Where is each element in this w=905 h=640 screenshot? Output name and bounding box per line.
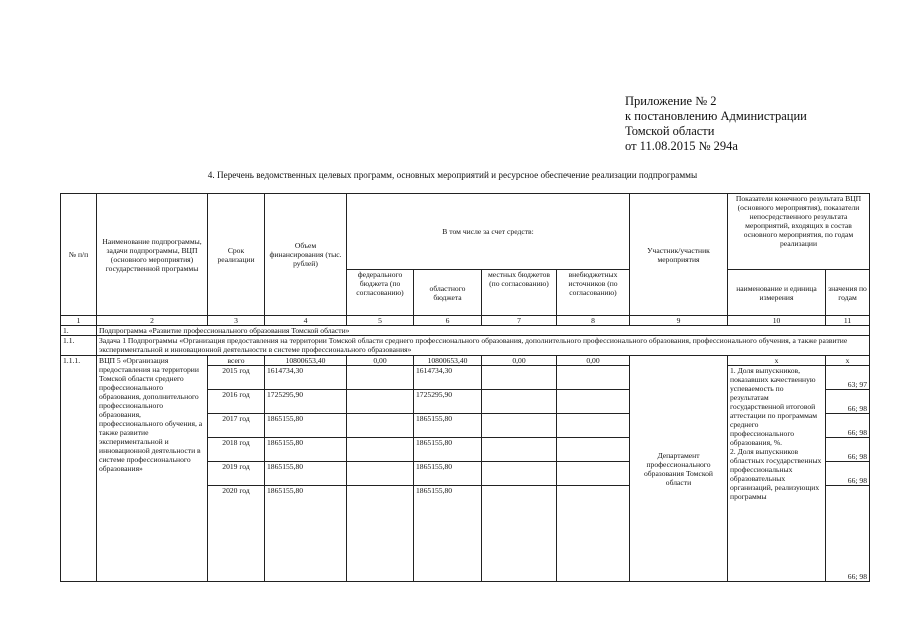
finance-regional: 1865155,80 [414, 438, 482, 462]
vcp-num: 1.1.1. [61, 356, 97, 582]
document-title: 4. Перечень ведомственных целевых программ, основных мероприятий и ресурсное обеспечение реализации подпрограммы [207, 170, 698, 180]
finance-local [482, 438, 557, 462]
finance-federal [347, 390, 414, 414]
finance-term: 2018 год [208, 438, 265, 462]
finance-volume: 1614734,30 [265, 366, 347, 390]
finance-extra [557, 462, 630, 486]
finance-volume: 10800653,40 [265, 356, 347, 366]
finance-regional: 1614734,30 [414, 366, 482, 390]
finance-extra: 0,00 [557, 356, 630, 366]
finance-term: 2016 год [208, 390, 265, 414]
finance-volume: 1865155,80 [265, 462, 347, 486]
header-line-3: Томской области [625, 124, 715, 138]
finance-regional: 10800653,40 [414, 356, 482, 366]
col-number: 8 [557, 316, 630, 326]
col-header-federal: федерального бюджета (по согласованию) [347, 270, 414, 316]
header-line-2: к постановлению Администрации [625, 109, 807, 123]
finance-extra [557, 414, 630, 438]
finance-federal [347, 462, 414, 486]
finance-local [482, 486, 557, 582]
col-header-indicators: Показатели конечного результата ВЦП (основного мероприятия), показатели непосредственного результата мероприятий, входящих в состав основного мероприятия, по годам реализации [728, 194, 870, 270]
col-number: 6 [414, 316, 482, 326]
indicator-value: 66; 98 [826, 462, 870, 486]
col-number: 10 [728, 316, 826, 326]
finance-extra [557, 366, 630, 390]
col-header-name: Наименование подпрограммы, задачи подпрограммы, ВЦП (основного мероприятия) государственной программы [97, 194, 208, 316]
finance-federal [347, 366, 414, 390]
finance-regional: 1865155,80 [414, 414, 482, 438]
finance-regional: 1865155,80 [414, 462, 482, 486]
finance-local [482, 366, 557, 390]
col-number: 4 [265, 316, 347, 326]
finance-federal: 0,00 [347, 356, 414, 366]
finance-term: 2019 год [208, 462, 265, 486]
vcp-title: ВЦП 5 «Организация предоставления на территории Томской области среднего профессионального образования, дополнительного профессионального образования, профессионального обучения, а также развитие экспериментальной и инновационной деятельности в системе профессионального образования» [97, 356, 208, 582]
finance-regional: 1865155,80 [414, 486, 482, 582]
header-line-1: Приложение № 2 [625, 94, 717, 108]
indicator-x: x [826, 356, 870, 366]
finance-local [482, 462, 557, 486]
finance-local [482, 390, 557, 414]
col-header-term: Срок реализации [208, 194, 265, 316]
finance-volume: 1725295,90 [265, 390, 347, 414]
col-header-num: № п/п [61, 194, 97, 316]
col-number: 11 [826, 316, 870, 326]
participant-cell: Департамент профессионального образования Томской области [630, 356, 728, 582]
finance-local: 0,00 [482, 356, 557, 366]
header-line-4: от 11.08.2015 № 294а [625, 139, 738, 153]
indicator-names [728, 366, 826, 582]
indicator-value: 63; 97 [826, 366, 870, 390]
finance-volume: 1865155,80 [265, 414, 347, 438]
col-number: 1 [61, 316, 97, 326]
finance-extra [557, 486, 630, 582]
finance-regional: 1725295,90 [414, 390, 482, 414]
col-header-volume: Объем финансирования (тыс. рублей) [265, 194, 347, 316]
col-number: 7 [482, 316, 557, 326]
finance-federal [347, 414, 414, 438]
col-number: 3 [208, 316, 265, 326]
indicator-value: 66; 98 [826, 414, 870, 438]
col-header-including: В том числе за счет средств: [347, 194, 630, 270]
finance-term: 2015 год [208, 366, 265, 390]
finance-extra [557, 438, 630, 462]
finance-term: всего [208, 356, 265, 366]
finance-volume: 1865155,80 [265, 486, 347, 582]
col-header-ind-value: значения по годам [826, 270, 870, 316]
task-title: Задача 1 Подпрограммы «Организация предоставления на территории Томской области среднего профессионального образования, дополнительного профессионального образования, профессионального обучения, а также развитие экспериментальной и инновационной деятельности в системе профессионального образования» [97, 336, 870, 356]
subprogram-title: Подпрограмма «Развитие профессионального образования Томской области» [97, 326, 870, 336]
col-number: 9 [630, 316, 728, 326]
finance-term: 2017 год [208, 414, 265, 438]
col-header-regional: областного бюджета [414, 270, 482, 316]
program-table [60, 193, 870, 582]
document-header [625, 94, 807, 154]
indicator-x: x [728, 356, 826, 366]
indicator-text-2: 2. Доля выпускников областных государственных профессиональных образовательных организаций, реализующих программы [730, 447, 822, 501]
finance-extra [557, 390, 630, 414]
finance-federal [347, 438, 414, 462]
indicator-value: 66; 98 [826, 390, 870, 414]
finance-federal [347, 486, 414, 582]
indicator-value: 66; 98 [826, 438, 870, 462]
col-header-ind-name: наименование и единица измерения [728, 270, 826, 316]
indicator-value: 66; 98 [826, 486, 870, 582]
col-header-extra: внебюджетных источников (по согласованию) [557, 270, 630, 316]
finance-term: 2020 год [208, 486, 265, 582]
col-header-participant: Участник/участник мероприятия [630, 194, 728, 316]
indicator-text-1: 1. Доля выпускников, показавших качественную успеваемость по результатам государственной итоговой аттестации по программам среднего профессионального образования, %. [730, 366, 818, 447]
col-header-local: местных бюджетов (по согласованию) [482, 270, 557, 316]
finance-volume: 1865155,80 [265, 438, 347, 462]
finance-local [482, 414, 557, 438]
task-num: 1.1. [61, 336, 97, 356]
col-number: 2 [97, 316, 208, 326]
col-number: 5 [347, 316, 414, 326]
subprogram-num: 1. [61, 326, 97, 336]
